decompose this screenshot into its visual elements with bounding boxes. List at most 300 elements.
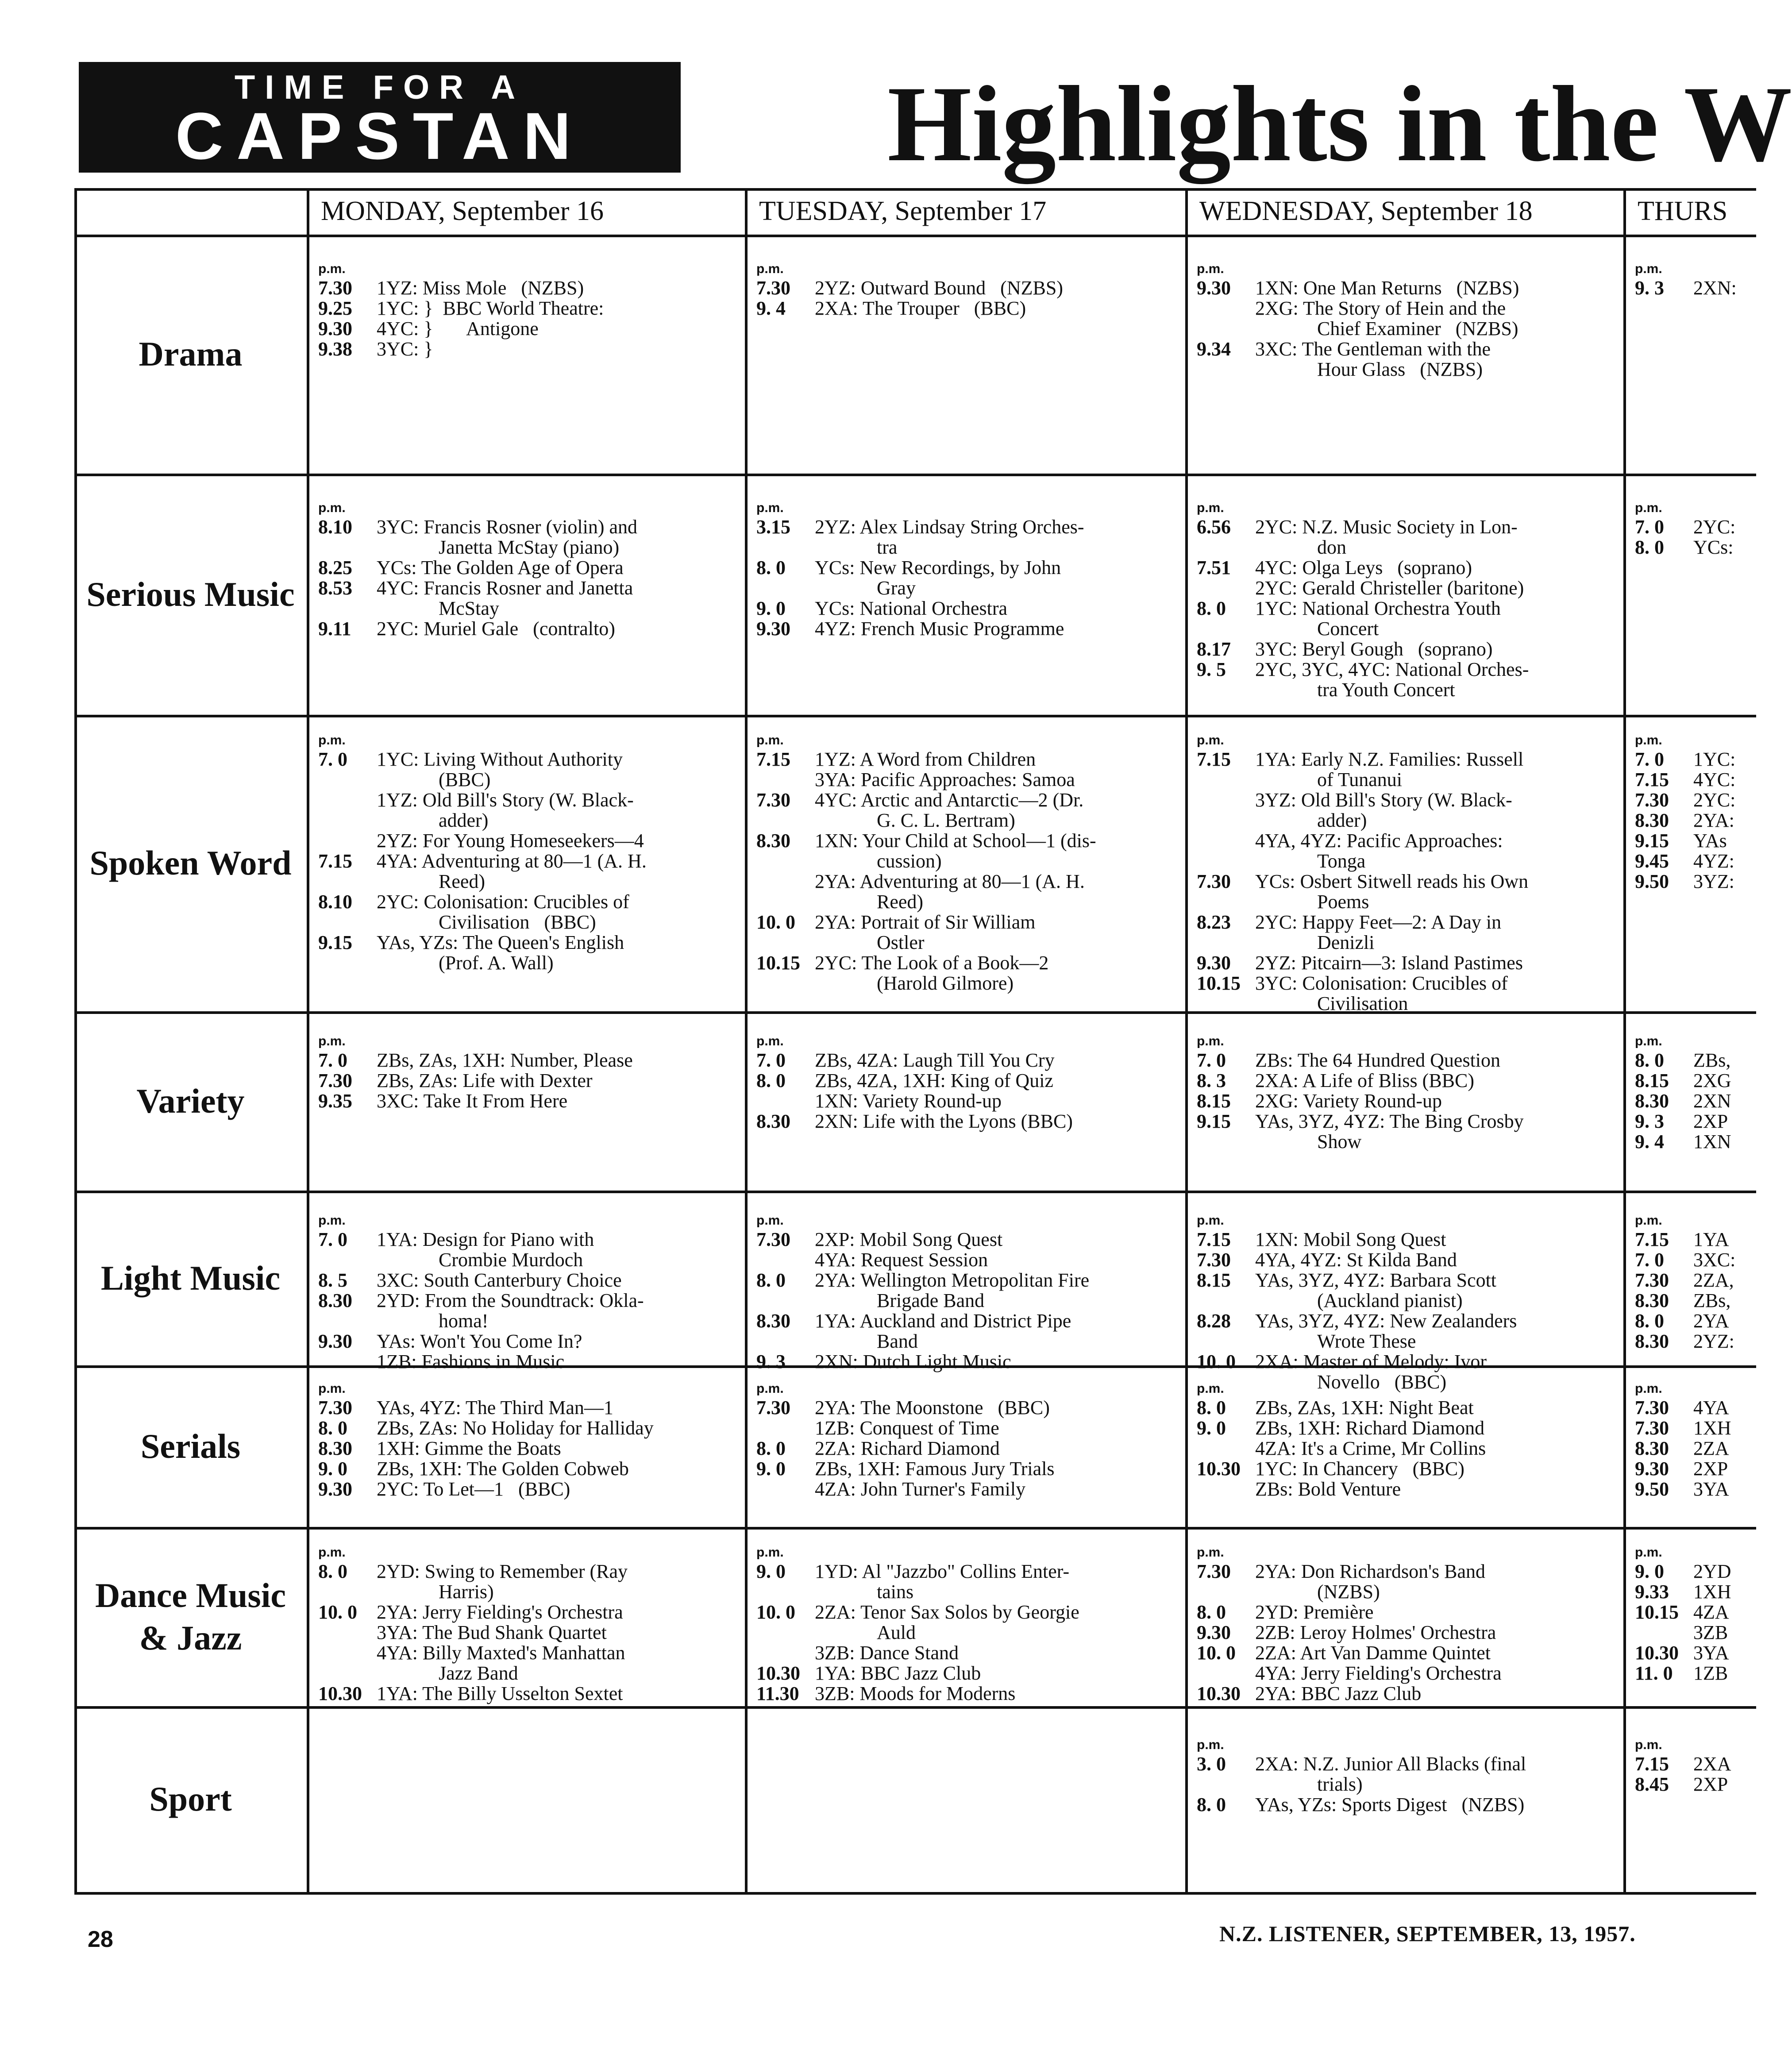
programme-entry [1627, 851, 1749, 871]
programme-entry [1189, 851, 1620, 871]
issue-line: N.Z. LISTENER, SEPTEMBER, 13, 1957. [1219, 1921, 1636, 1946]
programme-time: 7. 0 [318, 748, 347, 770]
category-label: Sport [149, 1780, 232, 1818]
programme-title: 4YA: Billy Maxted's Manhattan [377, 1642, 625, 1664]
programme-entry [748, 851, 1182, 871]
programme-entry [748, 1398, 1182, 1418]
programme-entry [748, 1684, 1182, 1704]
programme-entry [1627, 1561, 1749, 1582]
programme-time: 9.34 [1197, 338, 1231, 360]
programme-time: 8. 0 [1197, 1397, 1226, 1418]
programme-time: 8.30 [1635, 809, 1669, 831]
programme-title: Reed) [877, 891, 924, 913]
programme-title: Denizli [1317, 932, 1375, 953]
programme-entry [1189, 1643, 1620, 1663]
programme-entry [1189, 1291, 1620, 1311]
programme-time: 8. 0 [1197, 597, 1226, 619]
programme-entry [1189, 1795, 1620, 1815]
pm-marker: p.m. [756, 262, 784, 276]
pm-marker: p.m. [1635, 1034, 1662, 1048]
programme-time: 7.15 [1635, 1229, 1669, 1250]
programme-time: 7.15 [318, 850, 352, 872]
programme-entry [748, 1643, 1182, 1663]
schedule-cell [1627, 1381, 1752, 1523]
programme-title: 1XN: One Man Returns (NZBS) [1255, 277, 1519, 299]
programme-entry [1189, 1438, 1620, 1459]
schedule-cell [1189, 1545, 1622, 1703]
programme-entry [1627, 1111, 1749, 1132]
programme-entry [1189, 1250, 1620, 1270]
programme-entry [310, 1270, 741, 1291]
programme-title: 3ZB: Dance Stand [815, 1642, 959, 1664]
programme-title: don [1317, 536, 1346, 558]
programme-title: Wrote These [1317, 1330, 1416, 1352]
programme-title: Ostler [877, 932, 925, 953]
programme-title: YCs: Osbert Sitwell reads his Own [1255, 871, 1529, 892]
programme-entry [1627, 1479, 1749, 1499]
programme-entry [748, 790, 1182, 810]
pm-marker: p.m. [1635, 1738, 1662, 1752]
programme-entry [310, 1438, 741, 1459]
programme-title: YAs [1693, 830, 1727, 852]
programme-title: Harris) [439, 1581, 494, 1603]
programme-time: 8.45 [1635, 1773, 1669, 1795]
programme-entry [1627, 1582, 1749, 1602]
programme-entry [1189, 1111, 1620, 1132]
programme-entry [748, 278, 1182, 298]
programme-time: 9. 4 [1635, 1131, 1664, 1152]
programme-title: 4YA, 4YZ: Pacific Approaches: [1255, 830, 1503, 852]
programme-entry [1189, 619, 1620, 639]
programme-title: 2ZA: Art Van Damme Quintet [1255, 1642, 1491, 1664]
programme-time: 10. 0 [1197, 1351, 1236, 1372]
programme-time: 10. 0 [318, 1601, 357, 1623]
programme-time: 9. 0 [756, 597, 786, 619]
programme-title: ZBs, ZAs: No Holiday for Halliday [377, 1417, 654, 1439]
programme-entry [1627, 831, 1749, 851]
programme-entry [748, 1229, 1182, 1250]
programme-entry [748, 831, 1182, 851]
column-rule [745, 188, 748, 1892]
pm-marker: p.m. [318, 501, 346, 515]
programme-entry [748, 953, 1182, 973]
programme-entry [1189, 1331, 1620, 1352]
programme-title: 2XA: A Life of Bliss (BBC) [1255, 1070, 1475, 1091]
programme-entry [1627, 1050, 1749, 1071]
schedule-grid [74, 188, 1752, 1914]
programme-title: 1YD: Al "Jazzbo" Collins Enter- [815, 1561, 1070, 1582]
pm-marker: p.m. [1197, 1545, 1224, 1560]
programme-time: 8.30 [1635, 1290, 1669, 1311]
programme-entry [1189, 810, 1620, 831]
programme-time: 9. 0 [756, 1458, 786, 1480]
programme-entry [1189, 517, 1620, 537]
programme-title: Poems [1317, 891, 1369, 913]
programme-entry [748, 1071, 1182, 1091]
programme-title: 4YC: } Antigone [377, 318, 539, 339]
programme-entry [1189, 578, 1620, 598]
programme-entry [310, 1561, 741, 1582]
programme-entry [748, 1270, 1182, 1291]
programme-entry [1189, 912, 1620, 933]
programme-time: 8. 0 [318, 1561, 347, 1582]
pm-marker: p.m. [318, 1213, 346, 1228]
programme-entry [310, 953, 741, 973]
programme-time: 8.30 [1635, 1437, 1669, 1459]
programme-title: 2ZA: Richard Diamond [815, 1437, 1000, 1459]
programme-time: 6.56 [1197, 516, 1231, 538]
programme-title: 2YA: The Moonstone (BBC) [815, 1397, 1050, 1418]
programme-entry [748, 1250, 1182, 1270]
programme-title: 4YC: Olga Leys (soprano) [1255, 557, 1472, 578]
programme-entry [1627, 1602, 1749, 1622]
programme-title: 1YA: Auckland and District Pipe [815, 1310, 1071, 1332]
programme-entry [310, 1684, 741, 1704]
programme-title: 4YA: Adventuring at 80—1 (A. H. [377, 850, 647, 872]
programme-time: 8.15 [1197, 1269, 1231, 1291]
programme-title: 1YC: [1693, 748, 1736, 770]
row-rule [74, 235, 1756, 237]
programme-time: 10.15 [1635, 1601, 1679, 1623]
schedule-cell [1189, 500, 1622, 711]
programme-title: 3XC: South Canterbury Choice [377, 1269, 622, 1291]
programme-title: 4ZA [1693, 1601, 1729, 1623]
programme-time: 7.30 [1197, 1561, 1231, 1582]
programme-entry [748, 1561, 1182, 1582]
programme-title: 2XP [1693, 1458, 1728, 1480]
schedule-cell [1627, 1033, 1752, 1187]
programme-title: 4YA [1693, 1397, 1729, 1418]
programme-entry [748, 810, 1182, 831]
programme-entry [1189, 749, 1620, 770]
programme-title: 4YA: Jerry Fielding's Orchestra [1255, 1662, 1502, 1684]
schedule-cell [310, 1381, 744, 1523]
programme-title: Chief Examiner (NZBS) [1317, 318, 1518, 339]
schedule-cell [1189, 732, 1622, 1014]
programme-time: 8.30 [318, 1437, 352, 1459]
programme-time: 8.28 [1197, 1310, 1231, 1332]
programme-title: Novello (BBC) [1317, 1371, 1447, 1393]
programme-title: Concert [1317, 618, 1379, 640]
programme-entry [310, 1050, 741, 1071]
programme-title: 2YC, 3YC, 4YC: National Orches- [1255, 659, 1529, 680]
programme-title: 4ZA: John Turner's Family [815, 1478, 1026, 1500]
pm-marker: p.m. [1635, 1213, 1662, 1228]
programme-title: 1ZB: Fashions in Music [377, 1351, 565, 1372]
programme-time: 9. 3 [1635, 1110, 1664, 1132]
programme-title: Civilisation [1317, 993, 1408, 1014]
programme-title: tra Youth Concert [1317, 679, 1455, 701]
pm-marker: p.m. [318, 1545, 346, 1560]
row-rule [74, 1892, 1756, 1895]
programme-time: 7.30 [318, 277, 352, 299]
programme-title: 1YA: Early N.Z. Families: Russell [1255, 748, 1524, 770]
schedule-cell [1627, 500, 1752, 711]
programme-title: 1YZ: A Word from Children [815, 748, 1036, 770]
programme-title: YAs, 4YZ: The Third Man—1 [377, 1397, 613, 1418]
pm-marker: p.m. [1197, 1381, 1224, 1396]
programme-title: Gray [877, 577, 916, 599]
programme-entry [1627, 1071, 1749, 1091]
programme-entry [748, 598, 1182, 619]
day-header: THURS [1638, 196, 1728, 226]
programme-time: 10.30 [1197, 1458, 1241, 1480]
programme-title: 2YZ: Outward Bound (NZBS) [815, 277, 1063, 299]
programme-entry [748, 973, 1182, 994]
pm-marker: p.m. [318, 262, 346, 276]
programme-entry [1189, 933, 1620, 953]
programme-title: 4ZA: It's a Crime, Mr Collins [1255, 1437, 1486, 1459]
programme-entry [1189, 871, 1620, 892]
programme-entry [748, 1602, 1182, 1622]
programme-entry [748, 558, 1182, 578]
programme-entry [748, 298, 1182, 319]
programme-time: 9.15 [318, 932, 352, 953]
programme-entry [1189, 1398, 1620, 1418]
schedule-cell [1189, 1033, 1622, 1187]
programme-title: ZBs: The 64 Hundred Question [1255, 1049, 1501, 1071]
programme-title: 3ZB: Moods for Moderns [815, 1683, 1016, 1704]
programme-time: 3.15 [756, 516, 790, 538]
programme-title: YAs, YZs: Sports Digest (NZBS) [1255, 1794, 1525, 1815]
programme-entry [1189, 319, 1620, 339]
schedule-cell [748, 1545, 1184, 1703]
programme-entry [748, 871, 1182, 892]
programme-entry [310, 278, 741, 298]
pm-marker: p.m. [1635, 1545, 1662, 1560]
programme-title: 2XP: Mobil Song Quest [815, 1229, 1003, 1250]
schedule-cell [1627, 1737, 1752, 1888]
programme-time: 8.30 [1635, 1090, 1669, 1112]
column-rule [1185, 188, 1188, 1892]
category-label: Drama [139, 335, 243, 373]
programme-title: 2ZB: Leroy Holmes' Orchestra [1255, 1622, 1496, 1643]
row-rule [74, 1706, 1756, 1709]
programme-time: 9.38 [318, 338, 352, 360]
programme-entry [1189, 1229, 1620, 1250]
programme-title: YCs: [1693, 536, 1734, 558]
programme-entry [1189, 1774, 1620, 1795]
schedule-cell [310, 1737, 744, 1888]
programme-title: Civilisation (BBC) [439, 911, 596, 933]
row-rule [74, 1191, 1756, 1193]
programme-entry [748, 749, 1182, 770]
programme-title: 2ZA, [1693, 1269, 1734, 1291]
programme-title: 1XN [1693, 1131, 1731, 1152]
programme-title: 1YA [1693, 1229, 1729, 1250]
schedule-cell [1189, 261, 1622, 470]
programme-title: of Tunanui [1317, 769, 1402, 790]
programme-title: 3YA [1693, 1642, 1729, 1664]
programme-entry [1627, 770, 1749, 790]
programme-time: 8.10 [318, 891, 352, 913]
programme-entry [1189, 537, 1620, 558]
programme-time: 9.30 [756, 618, 790, 640]
pm-marker: p.m. [1635, 1381, 1662, 1396]
programme-entry [748, 537, 1182, 558]
programme-title: 2YC: The Look of a Book—2 [815, 952, 1049, 974]
programme-entry [1189, 558, 1620, 578]
schedule-cell [1189, 1381, 1622, 1523]
programme-entry [1189, 1663, 1620, 1684]
programme-time: 8.53 [318, 577, 352, 599]
programme-time: 7.30 [1197, 871, 1231, 892]
programme-time: 10.30 [756, 1662, 800, 1684]
programme-title: Janetta McStay (piano) [439, 536, 620, 558]
programme-entry [1189, 298, 1620, 319]
programme-time: 8. 0 [1635, 1310, 1664, 1332]
programme-entry [1627, 1398, 1749, 1418]
programme-title: 2YC: Happy Feet—2: A Day in [1255, 911, 1502, 933]
programme-time: 10.30 [318, 1683, 362, 1704]
programme-title: 3YZ: Old Bill's Story (W. Black- [1255, 789, 1512, 811]
programme-entry [748, 578, 1182, 598]
programme-entry [310, 598, 741, 619]
programme-time: 7.51 [1197, 557, 1231, 578]
programme-entry [748, 1479, 1182, 1499]
programme-title: 4YZ: French Music Programme [815, 618, 1064, 640]
programme-entry [310, 1229, 741, 1250]
programme-time: 8.30 [1635, 1330, 1669, 1352]
programme-time: 10.30 [1635, 1642, 1679, 1664]
schedule-cell [748, 1737, 1184, 1888]
programme-title: 1YA: The Billy Usselton Sextet [377, 1683, 623, 1704]
programme-entry [1627, 1331, 1749, 1352]
programme-title: 1YZ: Miss Mole (NZBS) [377, 277, 584, 299]
programme-title: Jazz Band [439, 1662, 518, 1684]
programme-title: 2YD [1693, 1561, 1731, 1582]
programme-time: 9.15 [1197, 1110, 1231, 1132]
programme-time: 8. 0 [1197, 1601, 1226, 1623]
programme-title: 3XC: The Gentleman with the [1255, 338, 1491, 360]
programme-title: 2YA: Don Richardson's Band [1255, 1561, 1486, 1582]
programme-time: 7.30 [756, 277, 790, 299]
programme-title: cussion) [877, 850, 942, 872]
programme-entry [748, 912, 1182, 933]
pm-marker: p.m. [318, 1381, 346, 1396]
programme-title: Crombie Murdoch [439, 1249, 583, 1271]
programme-time: 9. 5 [1197, 659, 1226, 680]
programme-title: 2YA: Jerry Fielding's Orchestra [377, 1601, 623, 1623]
programme-entry [1189, 892, 1620, 912]
schedule-cell [748, 1033, 1184, 1187]
pm-marker: p.m. [756, 1545, 784, 1560]
programme-entry [1189, 1418, 1620, 1438]
programme-entry [1189, 639, 1620, 659]
programme-entry [310, 851, 741, 871]
programme-entry [1189, 1754, 1620, 1774]
programme-entry [1627, 1091, 1749, 1111]
programme-entry [748, 1352, 1182, 1372]
programme-entry [748, 1418, 1182, 1438]
programme-title: 2XA: N.Z. Junior All Blacks (final [1255, 1753, 1526, 1775]
programme-time: 9. 0 [318, 1458, 347, 1480]
programme-title: adder) [1317, 809, 1367, 831]
programme-title: 3YZ: [1693, 871, 1734, 892]
programme-entry [1189, 973, 1620, 994]
programme-time: 9.50 [1635, 1478, 1669, 1500]
programme-entry [1189, 1459, 1620, 1479]
programme-title: 2YD: Swing to Remember (Ray [377, 1561, 628, 1582]
programme-title: Band [877, 1330, 918, 1352]
programme-entry [310, 1398, 741, 1418]
programme-title: 2YZ: [1693, 1330, 1734, 1352]
programme-time: 9.45 [1635, 850, 1669, 872]
programme-entry [310, 892, 741, 912]
programme-entry [310, 339, 741, 359]
programme-title: ZBs, [1693, 1290, 1731, 1311]
programme-title: 2YC: N.Z. Music Society in Lon- [1255, 516, 1518, 538]
programme-time: 7.30 [1635, 1397, 1669, 1418]
programme-entry [748, 1311, 1182, 1331]
schedule-cell [310, 1545, 744, 1703]
programme-entry [1189, 1050, 1620, 1071]
programme-entry [1627, 1311, 1749, 1331]
programme-entry [1189, 1684, 1620, 1704]
programme-time: 8. 0 [756, 1269, 786, 1291]
programme-title: 1YA: BBC Jazz Club [815, 1662, 981, 1684]
programme-entry [1627, 1643, 1749, 1663]
programme-entry [748, 1111, 1182, 1132]
programme-time: 7.15 [1197, 748, 1231, 770]
programme-title: 1XN: Mobil Song Quest [1255, 1229, 1446, 1250]
programme-time: 8. 0 [1197, 1794, 1226, 1815]
programme-title: Tonga [1317, 850, 1366, 872]
programme-time: 8. 0 [1635, 536, 1664, 558]
programme-title: Brigade Band [877, 1290, 985, 1311]
programme-title: 3YC: Francis Rosner (violin) and [377, 516, 638, 538]
programme-title: 1YA: Design for Piano with [377, 1229, 594, 1250]
row-rule [74, 715, 1756, 717]
programme-time: 8.30 [756, 1310, 790, 1332]
programme-time: 7. 0 [1635, 516, 1664, 538]
programme-title: YCs: National Orchestra [815, 597, 1007, 619]
programme-time: 7. 0 [1635, 1249, 1664, 1271]
programme-title: 2YZ: For Young Homeseekers—4 [377, 830, 644, 852]
programme-title: 1YC: In Chancery (BBC) [1255, 1458, 1464, 1480]
programme-title: Reed) [439, 871, 486, 892]
programme-entry [310, 1331, 741, 1352]
programme-time: 7. 0 [1197, 1049, 1226, 1071]
category-label: Serials [140, 1426, 241, 1465]
programme-entry [748, 1582, 1182, 1602]
programme-time: 8. 0 [318, 1417, 347, 1439]
programme-title: 2XA [1693, 1753, 1731, 1775]
pm-marker: p.m. [756, 1034, 784, 1048]
programme-title: 2XN: [1693, 277, 1737, 299]
programme-entry [310, 1582, 741, 1602]
programme-time: 7. 0 [318, 1049, 347, 1071]
programme-entry [1189, 1132, 1620, 1152]
programme-time: 9.15 [1635, 830, 1669, 852]
schedule-cell [1627, 1213, 1752, 1362]
programme-entry [1627, 1438, 1749, 1459]
column-rule [307, 188, 309, 1892]
programme-entry [1627, 810, 1749, 831]
schedule-cell [1627, 732, 1752, 1008]
programme-time: 10.15 [756, 952, 800, 974]
pm-marker: p.m. [1635, 501, 1662, 515]
programme-time: 11. 0 [1635, 1662, 1673, 1684]
programme-title: 1YC: National Orchestra Youth [1255, 597, 1501, 619]
programme-title: 2YD: Première [1255, 1601, 1374, 1623]
day-header: WEDNESDAY, September 18 [1199, 196, 1533, 226]
programme-entry [748, 1438, 1182, 1459]
programme-time: 7.30 [1635, 789, 1669, 811]
day-header: TUESDAY, September 17 [759, 196, 1047, 226]
schedule-cell [748, 500, 1184, 711]
programme-entry [1189, 1091, 1620, 1111]
